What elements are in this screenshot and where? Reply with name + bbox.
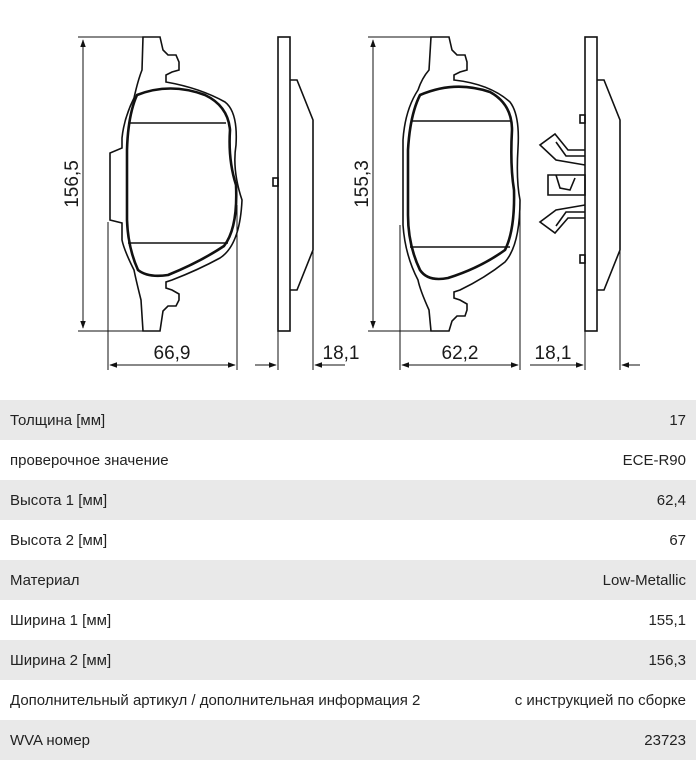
spec-value: 23723 [644,731,686,749]
pad1-height-label: 156,5 [62,160,83,208]
pad2-side-view [580,37,620,331]
spec-value: 67 [669,531,686,549]
pad1-dimensions [78,37,345,370]
pad1-width-label: 66,9 [153,343,191,364]
spec-label: Материал [10,571,80,589]
pad1-thickness-label: 18,1 [322,343,360,364]
spec-row-additional-info [0,680,696,720]
spec-row-width-1 [0,600,696,640]
spec-row-material [0,560,696,600]
spec-value: с инструкцией по сборке [514,691,686,709]
spec-value: ECE-R90 [622,451,686,469]
pad2-thickness-label: 18,1 [534,343,572,364]
pad1-front-view [110,37,242,331]
spec-value: 17 [669,411,686,429]
spec-value: 156,3 [648,651,686,669]
spec-label: Ширина 1 [мм] [10,611,112,629]
spec-row-thickness [0,400,696,440]
spec-row-width-2 [0,640,696,680]
spec-value: Low-Metallic [602,571,686,589]
spec-label: Дополнительный артикул / дополнительная информация 2 [10,691,421,709]
spec-label: Ширина 2 [мм] [10,651,112,669]
spec-row-test-value [0,440,696,480]
spec-row-height-1 [0,480,696,520]
spec-label: Толщина [мм] [10,411,106,429]
pad1-side-view [273,37,313,331]
pad2-width-label: 62,2 [441,343,479,364]
spec-value: 155,1 [648,611,686,629]
spec-value: 62,4 [656,491,686,509]
spec-label: Высота 1 [мм] [10,491,108,509]
pad2-spring-clip [540,134,585,233]
pad2-front-view [403,37,520,331]
spec-table [0,400,696,760]
spec-row-wva-number [0,720,696,760]
spec-label: WVA номер [10,731,91,749]
pad2-height-label: 155,3 [352,160,373,208]
spec-label: Высота 2 [мм] [10,531,108,549]
spec-label: проверочное значение [10,451,169,469]
spec-row-height-2 [0,520,696,560]
